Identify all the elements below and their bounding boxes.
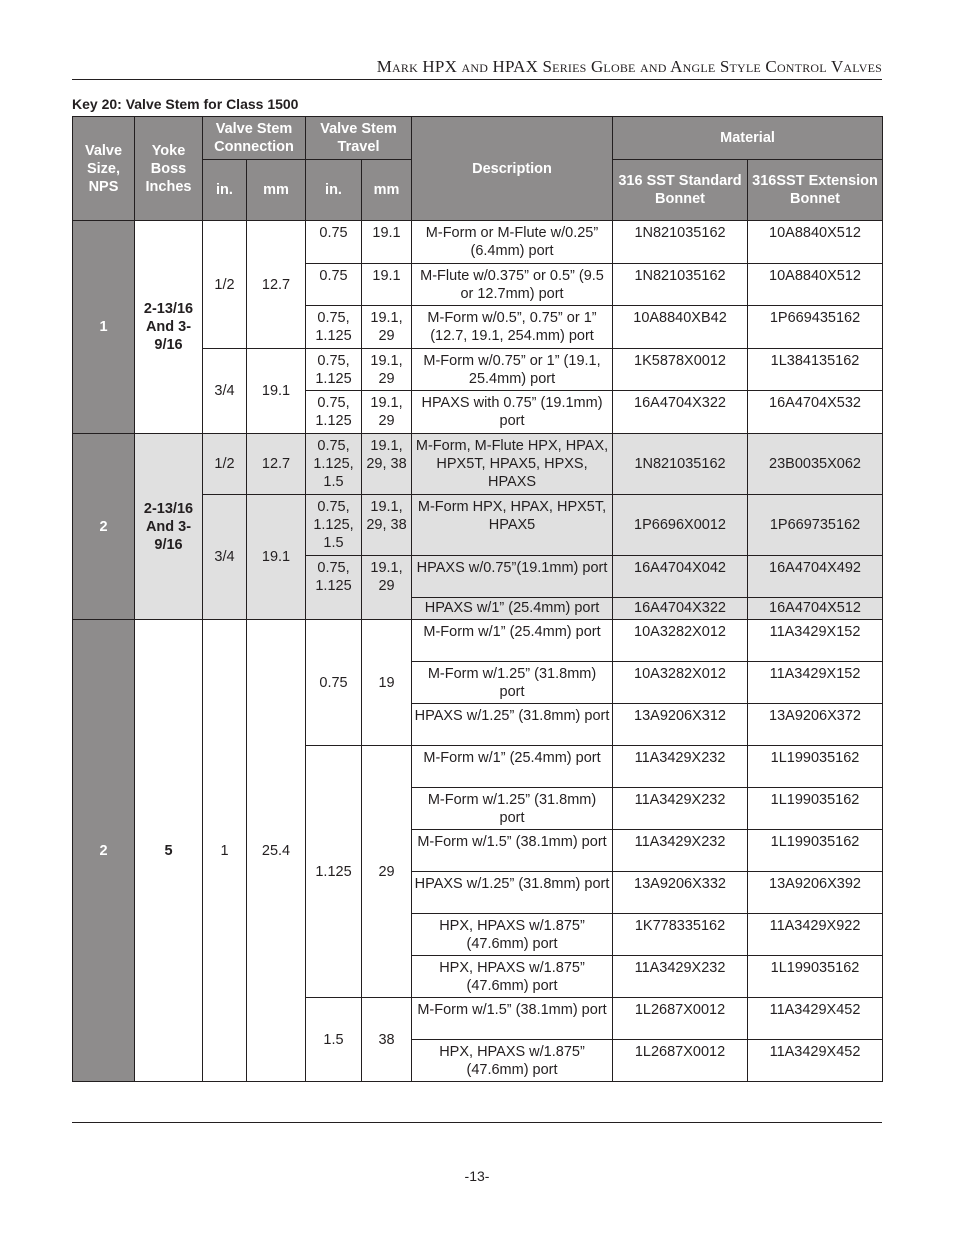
description-cell: M-Form w/1” (25.4mm) port <box>412 620 613 662</box>
ext-bonnet-cell: 1P669735162 <box>748 495 883 556</box>
std-bonnet-cell: 16A4704X322 <box>613 598 748 620</box>
description-cell: M-Form or M-Flute w/0.25” (6.4mm) port <box>412 221 613 264</box>
travel-mm-cell: 19.1, 29 <box>362 349 412 391</box>
col-conn-mm: mm <box>247 160 306 221</box>
std-bonnet-cell: 13A9206X332 <box>613 872 748 914</box>
travel-mm-cell: 19.1 <box>362 264 412 306</box>
col-yoke-boss: Yoke Boss Inches <box>135 117 203 221</box>
travel-in-cell: 0.75 <box>306 221 362 264</box>
col-travel-in: in. <box>306 160 362 221</box>
travel-in-cell: 1.5 <box>306 998 362 1082</box>
travel-mm-cell: 19.1, 29, 38 <box>362 495 412 556</box>
table-caption: Key 20: Valve Stem for Class 1500 <box>72 96 299 112</box>
description-cell: M-Form w/1.5” (38.1mm) port <box>412 998 613 1040</box>
page-number: -13- <box>464 1168 490 1184</box>
col-travel-mm: mm <box>362 160 412 221</box>
ext-bonnet-cell: 16A4704X532 <box>748 391 883 434</box>
description-cell: M-Form w/0.75” or 1” (19.1, 25.4mm) port <box>412 349 613 391</box>
description-cell: M-Form w/1.5” (38.1mm) port <box>412 830 613 872</box>
col-description: Description <box>412 117 613 221</box>
ext-bonnet-cell: 1L199035162 <box>748 956 883 998</box>
travel-mm-cell: 19.1, 29 <box>362 556 412 620</box>
valve-size-cell: 2 <box>73 620 135 1082</box>
std-bonnet-cell: 10A3282X012 <box>613 662 748 704</box>
conn-mm-cell: 19.1 <box>247 349 306 434</box>
conn-in-cell: 3/4 <box>203 495 247 620</box>
travel-in-cell: 0.75, 1.125, 1.5 <box>306 495 362 556</box>
yoke-cell: 2-13/16 And 3-9/16 <box>135 434 203 620</box>
description-cell: M-Form, M-Flute HPX, HPAX, HPX5T, HPAX5, HPXS, HPAXS <box>412 434 613 495</box>
ext-bonnet-cell: 16A4704X492 <box>748 556 883 598</box>
std-bonnet-cell: 1P6696X0012 <box>613 495 748 556</box>
ext-bonnet-cell: 1L199035162 <box>748 830 883 872</box>
table-row <box>73 620 883 662</box>
description-cell: HPX, HPAXS w/1.875” (47.6mm) port <box>412 914 613 956</box>
description-cell: HPAXS w/1.25” (31.8mm) port <box>412 872 613 914</box>
std-bonnet-cell: 1K5878X0012 <box>613 349 748 391</box>
description-cell: HPAXS w/1.25” (31.8mm) port <box>412 704 613 746</box>
ext-bonnet-cell: 11A3429X452 <box>748 998 883 1040</box>
travel-in-cell: 0.75 <box>306 620 362 746</box>
description-cell: M-Form w/1.25” (31.8mm) port <box>412 788 613 830</box>
col-stem-travel: Valve Stem Travel <box>306 117 412 160</box>
travel-mm-cell: 19.1 <box>362 221 412 264</box>
std-bonnet-cell: 1K778335162 <box>613 914 748 956</box>
travel-mm-cell: 19 <box>362 620 412 746</box>
std-bonnet-cell: 1N821035162 <box>613 434 748 495</box>
ext-bonnet-cell: 13A9206X392 <box>748 872 883 914</box>
ext-bonnet-cell: 23B0035X062 <box>748 434 883 495</box>
conn-in-cell: 1/2 <box>203 221 247 349</box>
ext-bonnet-cell: 11A3429X922 <box>748 914 883 956</box>
ext-bonnet-cell: 1L199035162 <box>748 746 883 788</box>
page-header-title: Mark HPX and HPAX Series Globe and Angle Style Control Valves <box>376 57 882 76</box>
yoke-cell: 5 <box>135 620 203 1082</box>
ext-bonnet-cell: 10A8840X512 <box>748 264 883 306</box>
description-cell: HPAXS w/1” (25.4mm) port <box>412 598 613 620</box>
description-cell: HPX, HPAXS w/1.875” (47.6mm) port <box>412 956 613 998</box>
std-bonnet-cell: 10A3282X012 <box>613 620 748 662</box>
travel-in-cell: 0.75, 1.125, 1.5 <box>306 434 362 495</box>
std-bonnet-cell: 11A3429X232 <box>613 830 748 872</box>
std-bonnet-cell: 16A4704X042 <box>613 556 748 598</box>
description-cell: HPAXS with 0.75” (19.1mm) port <box>412 391 613 434</box>
valve-stem-table <box>72 116 883 1082</box>
description-cell: M-Form w/1” (25.4mm) port <box>412 746 613 788</box>
std-bonnet-cell: 1L2687X0012 <box>613 1040 748 1082</box>
conn-in-cell: 1/2 <box>203 434 247 495</box>
description-cell: M-Flute w/0.375” or 0.5” (9.5 or 12.7mm) port <box>412 264 613 306</box>
std-bonnet-cell: 1N821035162 <box>613 264 748 306</box>
ext-bonnet-cell: 11A3429X452 <box>748 1040 883 1082</box>
std-bonnet-cell: 11A3429X232 <box>613 788 748 830</box>
ext-bonnet-cell: 10A8840X512 <box>748 221 883 264</box>
ext-bonnet-cell: 1L384135162 <box>748 349 883 391</box>
std-bonnet-cell: 10A8840XB42 <box>613 306 748 349</box>
description-cell: M-Form HPX, HPAX, HPX5T, HPAX5 <box>412 495 613 556</box>
conn-mm-cell: 12.7 <box>247 434 306 495</box>
table-row <box>73 434 883 495</box>
table-row <box>73 221 883 264</box>
std-bonnet-cell: 16A4704X322 <box>613 391 748 434</box>
travel-in-cell: 0.75, 1.125 <box>306 306 362 349</box>
description-cell: M-Form w/1.25” (31.8mm) port <box>412 662 613 704</box>
travel-mm-cell: 29 <box>362 746 412 998</box>
std-bonnet-cell: 11A3429X232 <box>613 746 748 788</box>
travel-mm-cell: 38 <box>362 998 412 1082</box>
conn-in-cell: 1 <box>203 620 247 1082</box>
std-bonnet-cell: 1L2687X0012 <box>613 998 748 1040</box>
conn-in-cell: 3/4 <box>203 349 247 434</box>
ext-bonnet-cell: 16A4704X512 <box>748 598 883 620</box>
travel-in-cell: 0.75 <box>306 264 362 306</box>
ext-bonnet-cell: 1L199035162 <box>748 788 883 830</box>
header-divider <box>72 79 882 80</box>
ext-bonnet-cell: 13A9206X372 <box>748 704 883 746</box>
std-bonnet-cell: 11A3429X232 <box>613 956 748 998</box>
description-cell: HPAXS w/0.75”(19.1mm) port <box>412 556 613 598</box>
travel-in-cell: 1.125 <box>306 746 362 998</box>
valve-size-cell: 2 <box>73 434 135 620</box>
std-bonnet-cell: 13A9206X312 <box>613 704 748 746</box>
col-stem-connection: Valve Stem Connection <box>203 117 306 160</box>
ext-bonnet-cell: 1P669435162 <box>748 306 883 349</box>
col-extension-bonnet: 316SST Extension Bonnet <box>748 160 883 221</box>
ext-bonnet-cell: 11A3429X152 <box>748 620 883 662</box>
conn-mm-cell: 19.1 <box>247 495 306 620</box>
travel-mm-cell: 19.1, 29 <box>362 391 412 434</box>
col-conn-in: in. <box>203 160 247 221</box>
col-standard-bonnet: 316 SST Standard Bonnet <box>613 160 748 221</box>
travel-in-cell: 0.75, 1.125 <box>306 391 362 434</box>
valve-size-cell: 1 <box>73 221 135 434</box>
conn-mm-cell: 25.4 <box>247 620 306 1082</box>
travel-mm-cell: 19.1, 29 <box>362 306 412 349</box>
conn-mm-cell: 12.7 <box>247 221 306 349</box>
col-valve-size: Valve Size, NPS <box>73 117 135 221</box>
yoke-cell: 2-13/16 And 3-9/16 <box>135 221 203 434</box>
description-cell: M-Form w/0.5”, 0.75” or 1” (12.7, 19.1, 254.mm) port <box>412 306 613 349</box>
footer-divider <box>72 1122 882 1123</box>
std-bonnet-cell: 1N821035162 <box>613 221 748 264</box>
travel-mm-cell: 19.1, 29, 38 <box>362 434 412 495</box>
col-material: Material <box>613 117 883 160</box>
ext-bonnet-cell: 11A3429X152 <box>748 662 883 704</box>
travel-in-cell: 0.75, 1.125 <box>306 349 362 391</box>
description-cell: HPX, HPAXS w/1.875” (47.6mm) port <box>412 1040 613 1082</box>
travel-in-cell: 0.75, 1.125 <box>306 556 362 620</box>
